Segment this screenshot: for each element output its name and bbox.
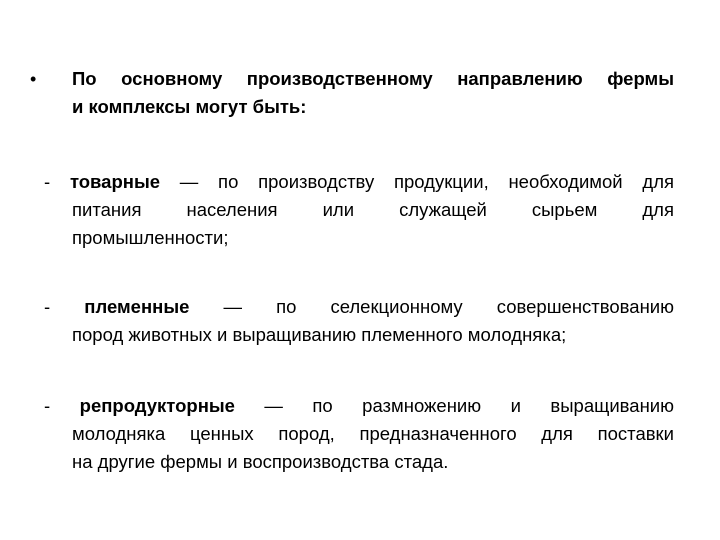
- intro-text: [72, 65, 674, 121]
- list-item-first-line: [44, 392, 674, 420]
- list-item-first-line: [44, 293, 674, 321]
- term-description: — по размножению и выращиванию: [234, 395, 674, 416]
- list-item-line-3: промышленности;: [72, 227, 229, 248]
- list-item-breeding: [44, 293, 674, 349]
- list-item-line-2: пород животных и выращиванию племенного молодняка;: [72, 324, 567, 345]
- list-item-first-line: [44, 168, 674, 196]
- intro-line-2: и комплексы могут быть:: [72, 96, 307, 117]
- term-description: — по селекционному совершенствованию: [189, 296, 675, 317]
- term-label: репродукторные: [79, 395, 235, 416]
- term-label: племенные: [84, 296, 190, 317]
- list-item-commercial: [44, 168, 674, 252]
- intro-paragraph: [30, 65, 674, 121]
- list-item-line-2: питания населения или служащей сырьем для: [72, 199, 674, 220]
- dash-marker: -: [44, 296, 51, 317]
- bullet-icon: •: [30, 69, 37, 89]
- term-label: товарные: [69, 171, 161, 192]
- dash-marker: -: [44, 395, 51, 416]
- term-description: — по производству продукции, необходимой для: [160, 171, 675, 192]
- list-item-reproduction: [44, 392, 674, 476]
- list-item-line-2: молодняка ценных пород, предназначенного для поставки: [72, 423, 674, 444]
- intro-line-1: По основному производственному направлению фермы: [72, 68, 674, 89]
- list-item-line-3: на другие фермы и воспроизводства стада.: [72, 451, 449, 472]
- dash-marker: -: [44, 171, 51, 192]
